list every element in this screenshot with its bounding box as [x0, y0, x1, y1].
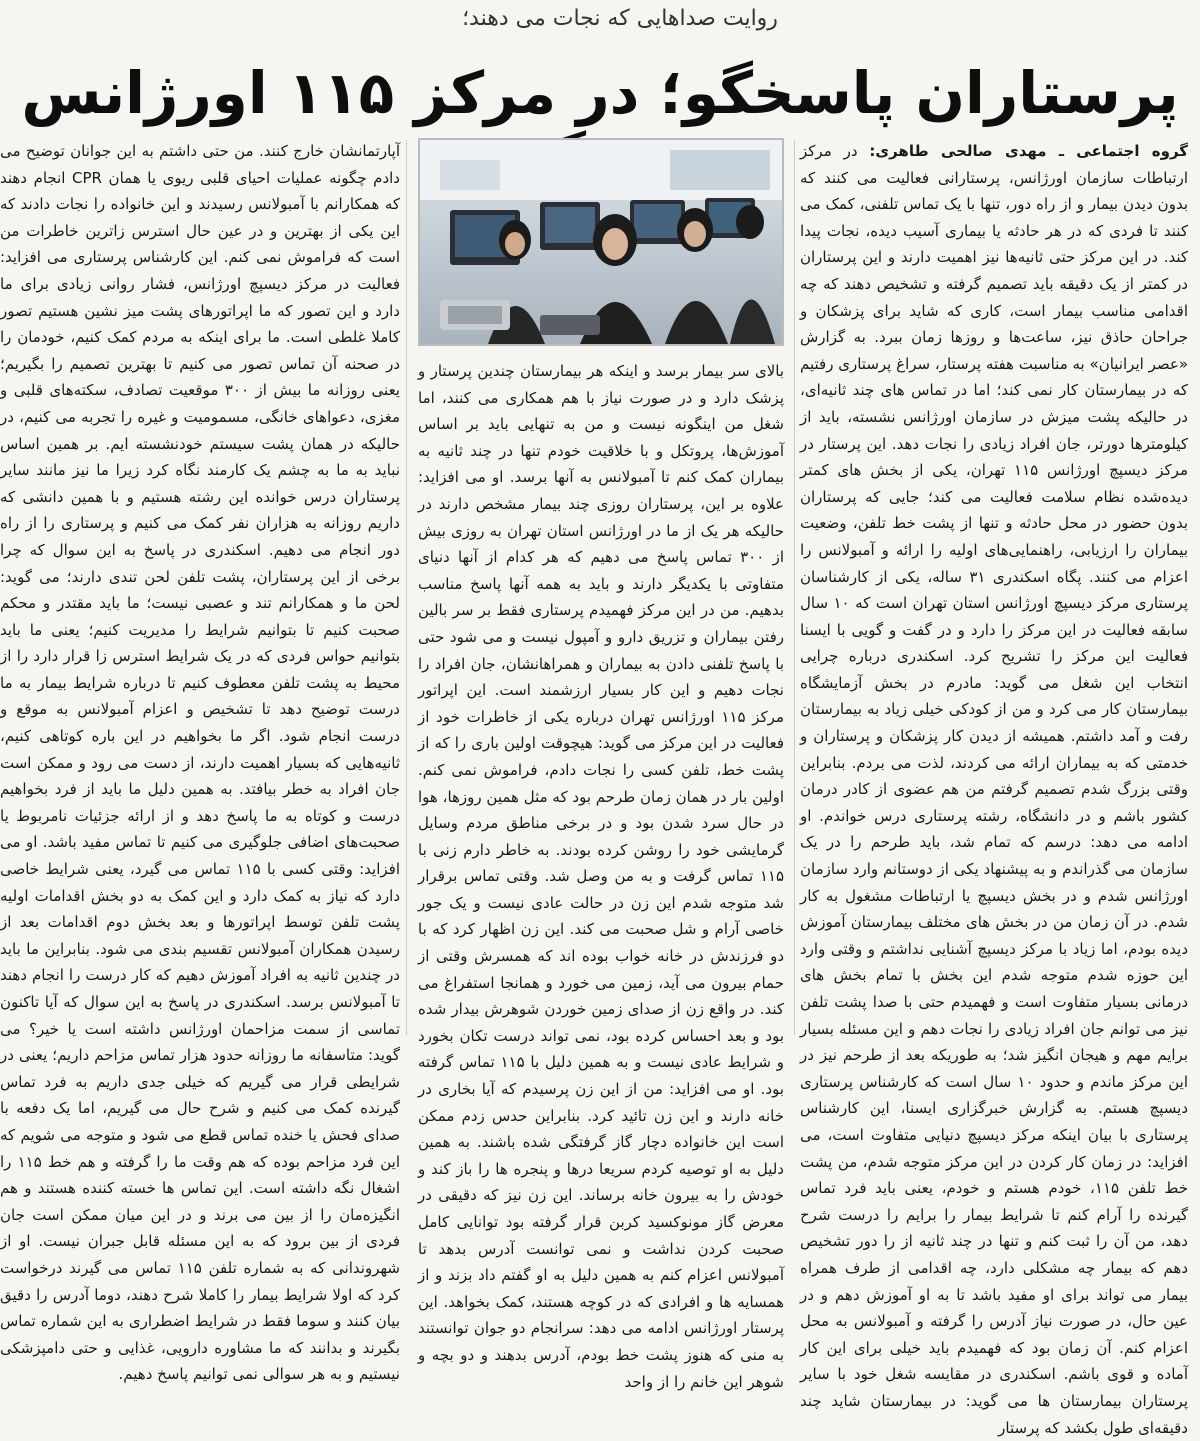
article-column-left [0, 138, 401, 1384]
article-column-right [800, 138, 1189, 1437]
column-divider [794, 140, 795, 1035]
byline: گروه اجتماعی ـ مهدی صالحی طاهری: [869, 142, 1188, 160]
article-column-middle [418, 138, 785, 1391]
call-center-photo [418, 138, 784, 346]
page-headline: پرستاران پاسخگو؛ در مرکز ۱۱۵ اورژانس [21, 59, 1179, 127]
column-text: آپارتمانشان خارج کنند. من حتی داشتم به این جوانان توضیح می دادم چگونه عملیات احیای قلبی ریوی یا همان CPR انجام دهند که همکارانم با آمبولانس رسیدند و این خانواده را نجات دادند که این یکی از بهترین و در عین حال استرس زاترین خاطرات من است که فراموش نمی کنم. این کارشناس پرستاری می افزاید: فعالیت در مرکز دیسپچ اورژانس، فشار روانی زیادی برای ما دارد و این تصور که ما اپراتورهای پشت میز نشین هستیم تصور کاملا غلطی است. ما برای اینکه به مردم کمک کنیم، خودمان را در صحنه آن تماس تصور می کنیم تا بهترین تصمیم را بگیریم؛ یعنی روزانه ما بیش از ۳۰۰ موقعیت تصادف، سکته‌های قلبی و مغزی، دعواهای خانگی، مسمومیت و غیره را تجربه می کنیم، در حالیکه در همان پشت سیستم خودنشسته ایم. بر همین اساس نباید به ما به چشم یک کارمند نگاه کرد زیرا ما نیز مانند سایر پرستاران درس خوانده این رشته هستیم و با همین دانشی که داریم روزانه به هزاران نفر کمک می کنیم و پرستاری را از راه دور انجام می دهیم. اسکندری در پاسخ به این سوال که چرا برخی از این پرستاران، پشت تلفن لحن تندی دارند؛ می گوید: لحن ما و همکارانم تند و عصبی نیست؛ ما باید مقتدر و محکم صحبت کنیم تا بتوانیم شرایط را مدیریت کنیم؛ یعنی ما باید بتوانیم حواس فردی که در یک شرایط استرس زا قرار دارد را از محیط به پشت تلفن معطوف کنیم تا درباره شرایط بیمار به ما درست توضیح دهد تا تشخیص و اعزام آمبولانس به موقع و درست انجام شود. اگر ما بخواهیم در این باره کوتاهی کنیم، ثانیه‌هایی که بسیار اهمیت دارند، از دست می رود و ممکن است جان افراد به خطر بیافتد. به همین دلیل ما باید از فرد بخواهیم درست و کوتاه به ما پاسخ دهد و از ارائه جزئیات نامربوط یا صحبت‌های اضافی جلوگیری می کنیم تا تماس مفید باشد. او می افزاید: وقتی کسی با ۱۱۵ تماس می گیرد، یعنی شرایط خاصی دارد که نیاز به کمک دارد و این کمک به دو بخش اقدامات اولیه پشت تلفن توسط اپراتورها و بعد بخش دوم اقدامات بعد از رسیدن همکاران آمبولانس تقسیم بندی می شود. بنابراین ما باید در چندین ثانیه به افراد آموزش دهیم که کار درست را انجام دهند تا آمبولانس برسد. اسکندری در پاسخ به این سوال که آیا تاکنون تماسی از سمت مزاحمان اورژانس داشته است یا خیر؟ می گوید: متاسفانه ما روزانه حدود هزار تماس مزاحم داریم؛ یعنی در شرایطی قرار می گیریم که خیلی جدی داریم به فرد تماس گیرنده کمک می کنیم و شرح حال می گیریم، اما یک دفعه با صدای فحش یا خنده تماس قطع می شود و متوجه می شویم که این فرد مزاحم بوده که هم وقت ما را گرفته و هم خط ۱۱۵ را اشغال نگه داشته است. این تماس ها خسته کننده هستند و هم انگیزه‌مان را از بین می برند و در این میان ممکن است جان فردی از بین برود که به این مسئله قابل جبران نیست. او از شهروندانی که به شماره تلفن ۱۱۵ تماس می گیرند درخواست کرد که اولا شرایط بیمار را کاملا شرح دهند، دوما آدرس را دقیق بیان کنند و سوما فقط در شرایط اضطراری به این شماره تماس بگیرند و بدانند که ما مشاوره دارویی، غذایی و حتی دامپزشکی نیستیم و به هر سوالی نمی توانیم پاسخ دهیم. [0, 142, 401, 1384]
column-divider [406, 140, 407, 1035]
column-text: بالای سر بیمار برسد و اینکه هر بیمارستان چندین پرستار و پزشک دارد و در صورت نیاز با هم همکاری می کنند، اما شغل من اینگونه نیست و من به تنهایی باید بر اساس آموزش‌ها، پروتکل و با خلاقیت خودم تنها در چند ثانیه به بیماران کمک کنم تا آمبولانس به آنها برسد. او می افزاید: علاوه بر این، پرستاران روزی چند بیمار مشخص دارند در حالیکه هر یک از ما در اورژانس استان تهران به روزی بیش از ۳۰۰ تماس پاسخ می دهیم که هر کدام از آنها دنیای متفاوتی با یکدیگر دارند و باید به همه آنها پاسخ مناسب بدهیم. من در این مرکز فهمیدم پرستاری فقط بر سر بالین رفتن بیماران و تزریق دارو و آمپول نیست و می شود حتی با پاسخ تلفنی دادن به بیماران و همراهانشان، جان افراد را نجات دهیم و این کار بسیار ارزشمند است. این اپراتور مرکز ۱۱۵ اورژانس تهران درباره یکی از خاطرات خود از فعالیت در این مرکز می گوید: هیچوقت اولین باری را که از پشت خط، تلفن کسی را نجات دادم، فراموش نمی کنم. اولین بار در همان زمان طرحم بود که مثل همین روزها، هوا در حال سرد شدن بود و در برخی مناطق مردم وسایل گرمایشی خود را روشن کرده بودند. به خاطر دارم زنی با ۱۱۵ تماس گرفت و به من وصل شد. وقتی تماس برقرار شد متوجه شدم این زن در حالت عادی نیست و یک جور خاصی آرام و شل صحبت می کند. این زن اظهار کرد که با دو فرزندش در خانه خواب بوده اند که همسرش وقتی از حمام بیرون می آید، زمین می خورد و همانجا استفراغ می کند. در واقع زن از صدای زمین خوردن شوهرش بیدار شده بود و بعد احساس کرده بود، نمی تواند درست تکان بخورد و شرایط عادی نیست و به همین دلیل با ۱۱۵ تماس گرفته بود. او می افزاید: من از این زن پرسیدم که آیا بخاری در خانه دارند و این زن تائید کرد. بنابراین حدس زدم ممکن است این خانواده دچار گاز گرفتگی شده باشند. به همین دلیل به او توصیه کردم سریعا درها و پنجره ها را باز کند و خودش را به بیرون خانه برساند. این زن نیز که دقیقی در معرض گاز مونوکسید کربن قرار گرفته بود توانایی کامل صحبت کردن نداشت و نمی توانست آدرس بدهد تا آمبولانس اعزام کنم به همین دلیل به او گفتم داد بزند و از همسایه ها و افرادی که در کوچه هستند، کمک بخواهد. این پرستار اورژانس ادامه می دهد: سرانجام دو جوان توانستند به منی که هنوز پشت خط بودم، آدرس بدهند و دو بچه و شوهر این خانم را از واحد [418, 362, 785, 1391]
call-center-operators-photo-icon [420, 140, 782, 344]
column-text-container [418, 358, 785, 1391]
column-text: در مرکز ارتباطات سازمان اورژانس، پرستارانی فعالیت می کنند که بدون دیدن بیمار و از راه دور، تنها با یک تماس تلفنی، کمک می کنند تا فردی که در هر حادثه یا بیماری آسیب دیده، نجات پیدا کند. در این مرکز حتی ثانیه‌ها نیز اهمیت دارند و این پرستاران در کمتر از یک دقیقه باید تصمیم گرفته و تشخیص دهند که چه اقدامی مناسب بیمار است، کاری که شاید برای پزشکان و جراحان حاذق نیز، ساعت‌ها و روزها زمان ببرد. به گزارش «عصر ایرانیان» به مناسبت هفته پرستار، سراغ پرستاری رفتیم که در بیمارستان کار نمی کند؛ اما در تماس های چند ثانیه‌ای، در حالیکه پشت میزش در سازمان اورژانس نشسته، باید از کیلومترها دورتر، جان افراد زیادی را نجات دهد. این پرستار در مرکز دیسپچ اورژانس ۱۱۵ تهران، یکی از بخش های کمتر دیده‌شده نظام سلامت فعالیت می کند؛ جایی که پرستاران بدون حضور در محل حادثه و تنها از پشت خط تلفن، وضعیت بیماران را ارزیابی، راهنمایی‌های اولیه را ارائه و آمبولانس را اعزام می کنند. پگاه اسکندری ۳۱ ساله، یکی از کارشناسان پرستاری مرکز دیسپچ اورژانس استان تهران است که ۱۰ سال سابقه فعالیت در این مرکز را دارد و در گفت و گویی با ایسنا فعالیت این مرکز را تشریح کرد. اسکندری درباره چرایی انتخاب این شغل می گوید: مادرم در بخش آزمایشگاه بیمارستان کار می کرد و من از کودکی خیلی زیاد به بیمارستان رفت و آمد داشتم. همیشه از دیدن کار پزشکان و پرستاران و خدمتی که به بیماران ارائه می کردند، لذت می بردم. بنابراین وقتی بزرگ شدم تصمیم گرفتم من هم عضوی از کادر درمان کشور باشم و در دانشگاه، رشته پرستاری درس خواندم. او ادامه می دهد: درسم که تمام شد، باید طرحم را در یک سازمان می گذراندم و به پیشنهاد یکی از دوستانم وارد سازمان اورژانس شدم و در بخش دیسپچ یا ارتباطات مشغول به کار شدم. در آن زمان من در بخش های مختلف بیمارستان آموزش دیده بودم، اما زیاد با مرکز دیسپچ آشنایی نداشتم و وقتی وارد این حوزه شدم متوجه شدم این بخش با تمام بخش های درمانی بسیار متفاوت است و فهمیدم حتی با صدا پشت تلفن نیز می توانم جان افراد زیادی را نجات دهم و این مسئله بسیار برایم مهم و هیجان انگیز شد؛ به طوریکه بعد از طرحم نیز در این مرکز ماندم و حدود ۱۰ سال است که کارشناس پرستاری دیسپچ هستم. به گزارش خبرگزاری ایسنا، این کارشناس پرستاری با بیان اینکه مرکز دیسپچ دنیایی متفاوت است، می افزاید: در زمان کار کردن در این مرکز متوجه شدم، من پشت خط تلفن ۱۱۵، خودم هستم و خودم، یعنی باید فرد تماس گیرنده را آرام کنم تا شرایط بیمار را برایم را درست شرح دهد، من آن را ثبت کنم و تنها در چند ثانیه از را دور تشخیص دهم که بیمار چه مشکلی دارد، چه اقدامی از طرف همراه بیمار می تواند برای او مفید باشد تا به او آموزش دهم و در عین حال، در صورت نیاز آدرس را گرفته و آمبولانس به محل اعزام کنم. آن زمان بود که فهمیدم باید خیلی برای این کار آماده و قوی باشم. اسکندری در مقایسه شغل خود با سایر پرستاران بیمارستان ها می گوید: در بیمارستان شاید چند دقیقه‌ای طول بکشد که پرستار [800, 142, 1189, 1437]
kicker-line: روایت صداهایی که نجات می دهند؛ [462, 6, 778, 31]
